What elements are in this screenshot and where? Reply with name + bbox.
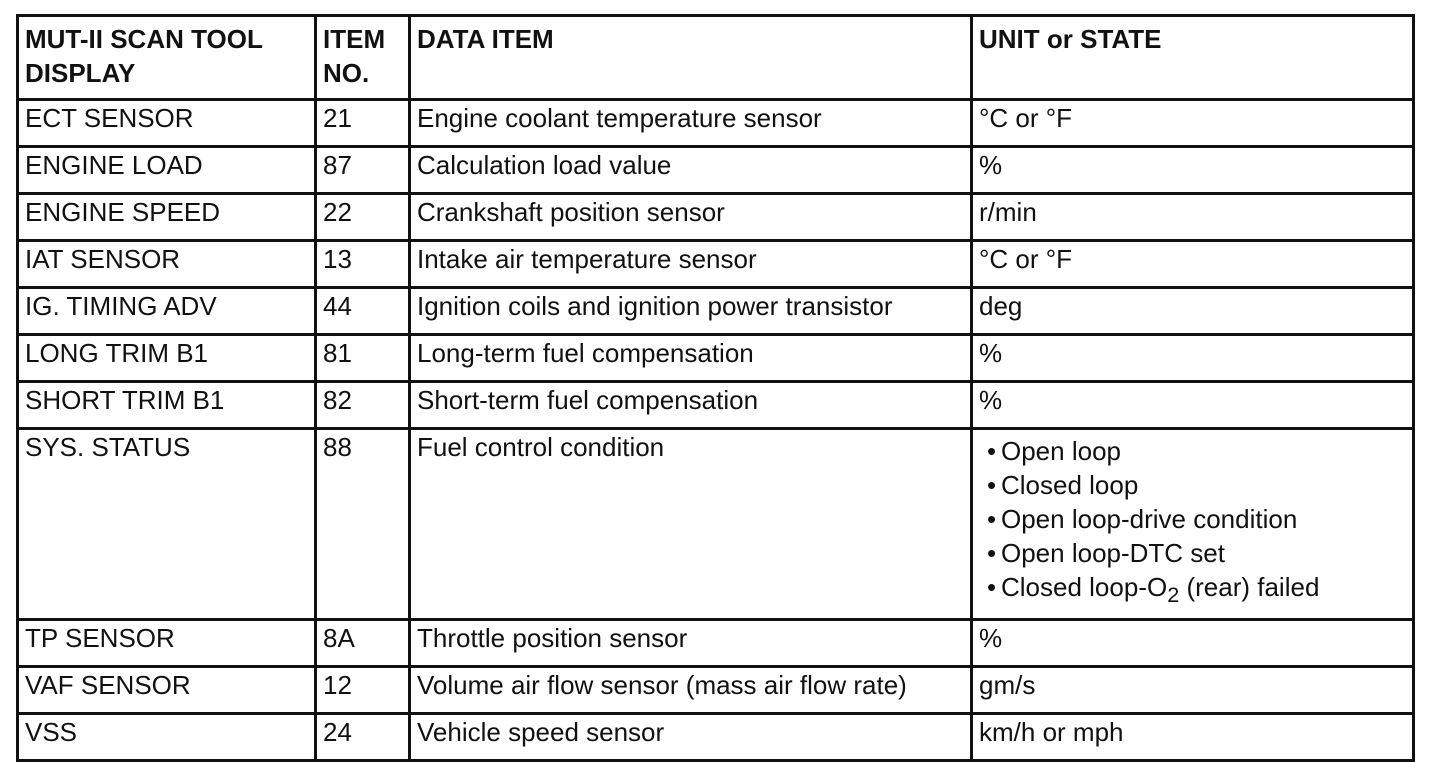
cell-unit: % bbox=[972, 335, 1414, 382]
header-item-no-line1: ITEM bbox=[323, 24, 386, 54]
header-item-no-line2: NO. bbox=[323, 58, 370, 88]
header-unit-state: UNIT or STATE bbox=[972, 16, 1414, 100]
header-display-line2: DISPLAY bbox=[25, 58, 136, 88]
bullet-icon: • bbox=[987, 470, 997, 500]
cell-data-item: Volume air flow sensor (mass air flow rate) bbox=[410, 667, 972, 714]
state-item bbox=[987, 570, 1406, 612]
cell-display: TP SENSOR bbox=[18, 620, 316, 667]
table-row bbox=[18, 667, 1414, 714]
table-row bbox=[18, 194, 1414, 241]
cell-unit: gm/s bbox=[972, 667, 1414, 714]
cell-data-item: Fuel control condition bbox=[410, 429, 972, 620]
bullet-icon: • bbox=[987, 572, 997, 602]
cell-unit: % bbox=[972, 382, 1414, 429]
cell-item-no: 44 bbox=[316, 288, 410, 335]
state-item bbox=[987, 536, 1406, 570]
table-row bbox=[18, 241, 1414, 288]
state-item bbox=[987, 468, 1406, 502]
state-text-before: Closed loop-O bbox=[1001, 572, 1168, 602]
table-row bbox=[18, 382, 1414, 429]
state-text: Closed loop bbox=[1001, 470, 1139, 500]
header-display bbox=[18, 16, 316, 100]
bullet-icon: • bbox=[987, 436, 997, 466]
cell-display: SYS. STATUS bbox=[18, 429, 316, 620]
cell-unit: % bbox=[972, 620, 1414, 667]
cell-data-item: Ignition coils and ignition power transistor bbox=[410, 288, 972, 335]
cell-display: VAF SENSOR bbox=[18, 667, 316, 714]
table-row bbox=[18, 714, 1414, 761]
cell-data-item: Long-term fuel compensation bbox=[410, 335, 972, 382]
state-text: Open loop bbox=[1001, 436, 1121, 466]
table-row bbox=[18, 100, 1414, 147]
cell-display: ENGINE SPEED bbox=[18, 194, 316, 241]
cell-unit: °C or °F bbox=[972, 241, 1414, 288]
table-row bbox=[18, 335, 1414, 382]
cell-display: ECT SENSOR bbox=[18, 100, 316, 147]
scan-tool-data-table bbox=[16, 14, 1415, 762]
state-text-after: (rear) failed bbox=[1179, 572, 1320, 602]
cell-data-item: Intake air temperature sensor bbox=[410, 241, 972, 288]
cell-display: IAT SENSOR bbox=[18, 241, 316, 288]
table-header-row bbox=[18, 16, 1414, 100]
cell-states bbox=[972, 429, 1414, 620]
cell-display: ENGINE LOAD bbox=[18, 147, 316, 194]
bullet-icon: • bbox=[987, 504, 997, 534]
cell-unit: % bbox=[972, 147, 1414, 194]
state-list bbox=[979, 434, 1406, 612]
cell-item-no: 8A bbox=[316, 620, 410, 667]
cell-item-no: 88 bbox=[316, 429, 410, 620]
cell-display: SHORT TRIM B1 bbox=[18, 382, 316, 429]
header-item-no bbox=[316, 16, 410, 100]
cell-data-item: Calculation load value bbox=[410, 147, 972, 194]
state-text: Open loop-drive condition bbox=[1001, 504, 1298, 534]
cell-display: LONG TRIM B1 bbox=[18, 335, 316, 382]
cell-item-no: 81 bbox=[316, 335, 410, 382]
cell-unit: deg bbox=[972, 288, 1414, 335]
state-item bbox=[987, 502, 1406, 536]
table-row bbox=[18, 147, 1414, 194]
header-display-line1: MUT-II SCAN TOOL bbox=[25, 24, 263, 54]
cell-data-item: Engine coolant temperature sensor bbox=[410, 100, 972, 147]
cell-unit: km/h or mph bbox=[972, 714, 1414, 761]
bullet-icon: • bbox=[987, 538, 997, 568]
cell-item-no: 13 bbox=[316, 241, 410, 288]
cell-item-no: 24 bbox=[316, 714, 410, 761]
header-data-item: DATA ITEM bbox=[410, 16, 972, 100]
state-subscript: 2 bbox=[1167, 582, 1180, 608]
cell-display: VSS bbox=[18, 714, 316, 761]
cell-data-item: Crankshaft position sensor bbox=[410, 194, 972, 241]
cell-item-no: 21 bbox=[316, 100, 410, 147]
cell-data-item: Vehicle speed sensor bbox=[410, 714, 972, 761]
cell-item-no: 22 bbox=[316, 194, 410, 241]
table-row bbox=[18, 429, 1414, 620]
cell-data-item: Short-term fuel compensation bbox=[410, 382, 972, 429]
state-item bbox=[987, 434, 1406, 468]
cell-item-no: 87 bbox=[316, 147, 410, 194]
cell-unit: r/min bbox=[972, 194, 1414, 241]
state-text: Open loop-DTC set bbox=[1001, 538, 1225, 568]
cell-data-item: Throttle position sensor bbox=[410, 620, 972, 667]
table-row bbox=[18, 620, 1414, 667]
cell-item-no: 12 bbox=[316, 667, 410, 714]
cell-display: IG. TIMING ADV bbox=[18, 288, 316, 335]
cell-item-no: 82 bbox=[316, 382, 410, 429]
cell-unit: °C or °F bbox=[972, 100, 1414, 147]
table-row bbox=[18, 288, 1414, 335]
